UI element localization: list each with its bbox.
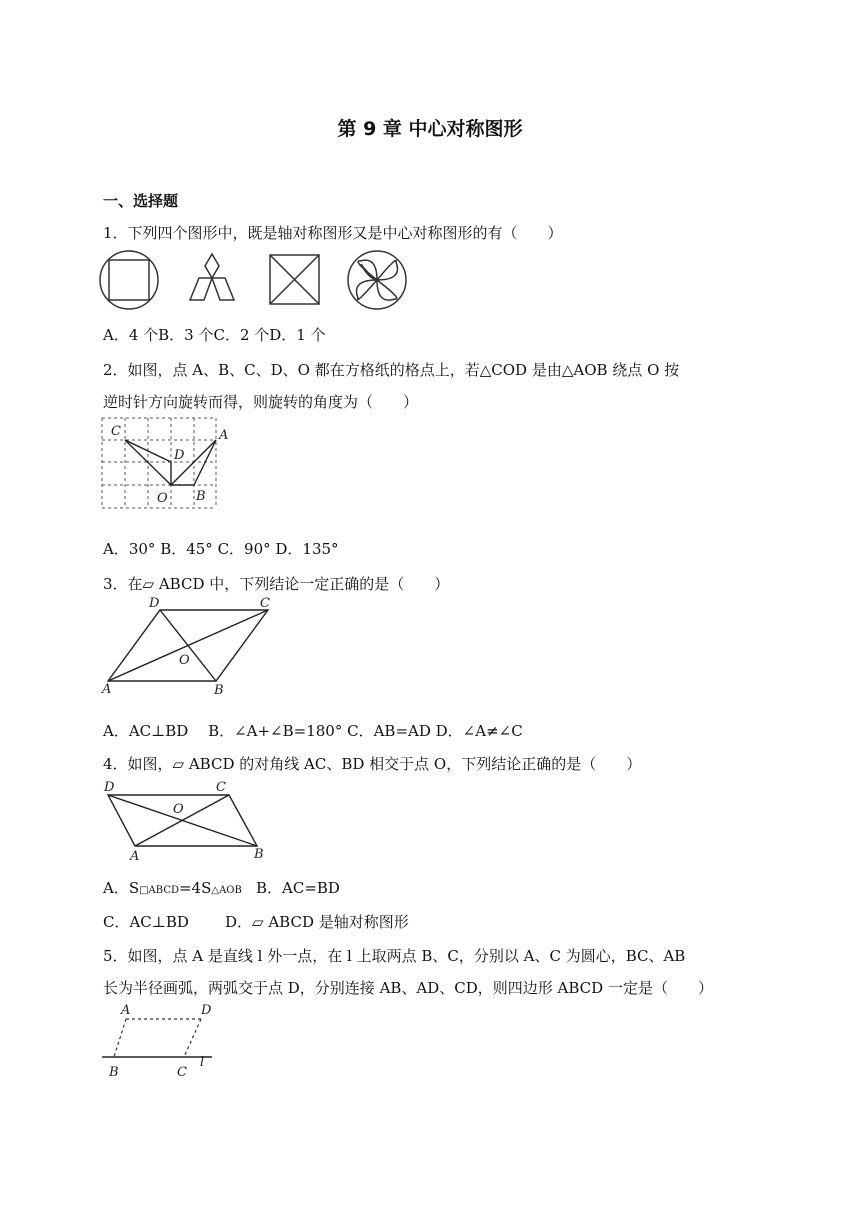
q4-option-d: D．▱ ABCD 是轴对称图形	[225, 913, 409, 931]
q2-label-a: A	[219, 428, 229, 443]
q1-figures	[98, 250, 418, 312]
q4-option-b: B．AC=BD	[256, 879, 340, 897]
q4-label-a: A	[130, 849, 140, 864]
section-heading: 一、选择题	[103, 192, 179, 210]
q3-label-a: A	[102, 682, 112, 697]
q2-label-b: B	[196, 489, 206, 504]
q4-option-a-sub1: □ABCD	[139, 885, 179, 896]
q2-grid-figure	[98, 412, 238, 514]
q1-options: A．4 个B．3 个C．2 个D．1 个	[103, 326, 326, 344]
q3-label-d: D	[149, 596, 160, 611]
q4-option-a	[103, 877, 242, 898]
q4-stem: 4．如图，▱ ABCD 的对角线 AC、BD 相交于点 O，下列结论正确的是（ ）	[103, 755, 642, 773]
q3-label-c: C	[260, 596, 270, 611]
q5-figure	[98, 1000, 228, 1082]
q4-label-c: C	[216, 780, 226, 795]
q5-stem-line1: 5．如图，点 A 是直线 l 外一点，在 l 上取两点 B、C，分别以 A、C 为圆心，BC、AB	[103, 947, 686, 965]
q3-label-b: B	[214, 683, 224, 698]
q4-label-b: B	[254, 847, 264, 862]
q4-parallelogram-figure	[98, 776, 278, 866]
q3-stem: 3．在▱ ABCD 中，下列结论一定正确的是（ ）	[103, 575, 450, 593]
q4-label-o: O	[173, 802, 184, 817]
q2-stem-line2: 逆时针方向旋转而得，则旋转的角度为（ ）	[103, 393, 419, 411]
q4-option-a-mid: =4S	[178, 879, 212, 897]
q5-label-b: B	[109, 1065, 119, 1080]
q3-label-o: O	[179, 653, 190, 668]
q2-options: A．30° B．45° C．90° D．135°	[103, 540, 339, 558]
q2-label-c: C	[111, 424, 121, 439]
q5-label-l: l	[200, 1055, 205, 1070]
q4-option-c: C．AC⊥BD	[103, 913, 189, 931]
q5-stem-line2: 长为半径画弧，两弧交于点 D，分别连接 AB、AD、CD，则四边形 ABCD 一定是（ ）	[103, 979, 713, 997]
q2-label-d: D	[174, 448, 185, 463]
three-rhombus-figure	[205, 254, 219, 278]
q5-label-d: D	[201, 1003, 212, 1018]
q3-parallelogram-figure	[98, 592, 278, 698]
q2-label-o: O	[157, 491, 168, 506]
q1-stem: 1．下列四个图形中，既是轴对称图形又是中心对称图形的有（ ）	[103, 224, 563, 242]
q4-label-d: D	[104, 780, 115, 795]
page-title: 第 9 章 中心对称图形	[337, 118, 523, 140]
q4-option-a-prefix: A．S	[103, 879, 140, 897]
q5-label-c: C	[177, 1065, 187, 1080]
q5-label-a: A	[121, 1003, 131, 1018]
q4-option-a-sub2: △AOB	[211, 885, 242, 896]
q3-options: A．AC⊥BD B．∠A+∠B=180° C．AB=AD D．∠A≠∠C	[103, 722, 523, 740]
q2-stem-line1: 2．如图，点 A、B、C、D、O 都在方格纸的格点上，若△COD 是由△AOB 绕点 O 按	[103, 361, 680, 379]
